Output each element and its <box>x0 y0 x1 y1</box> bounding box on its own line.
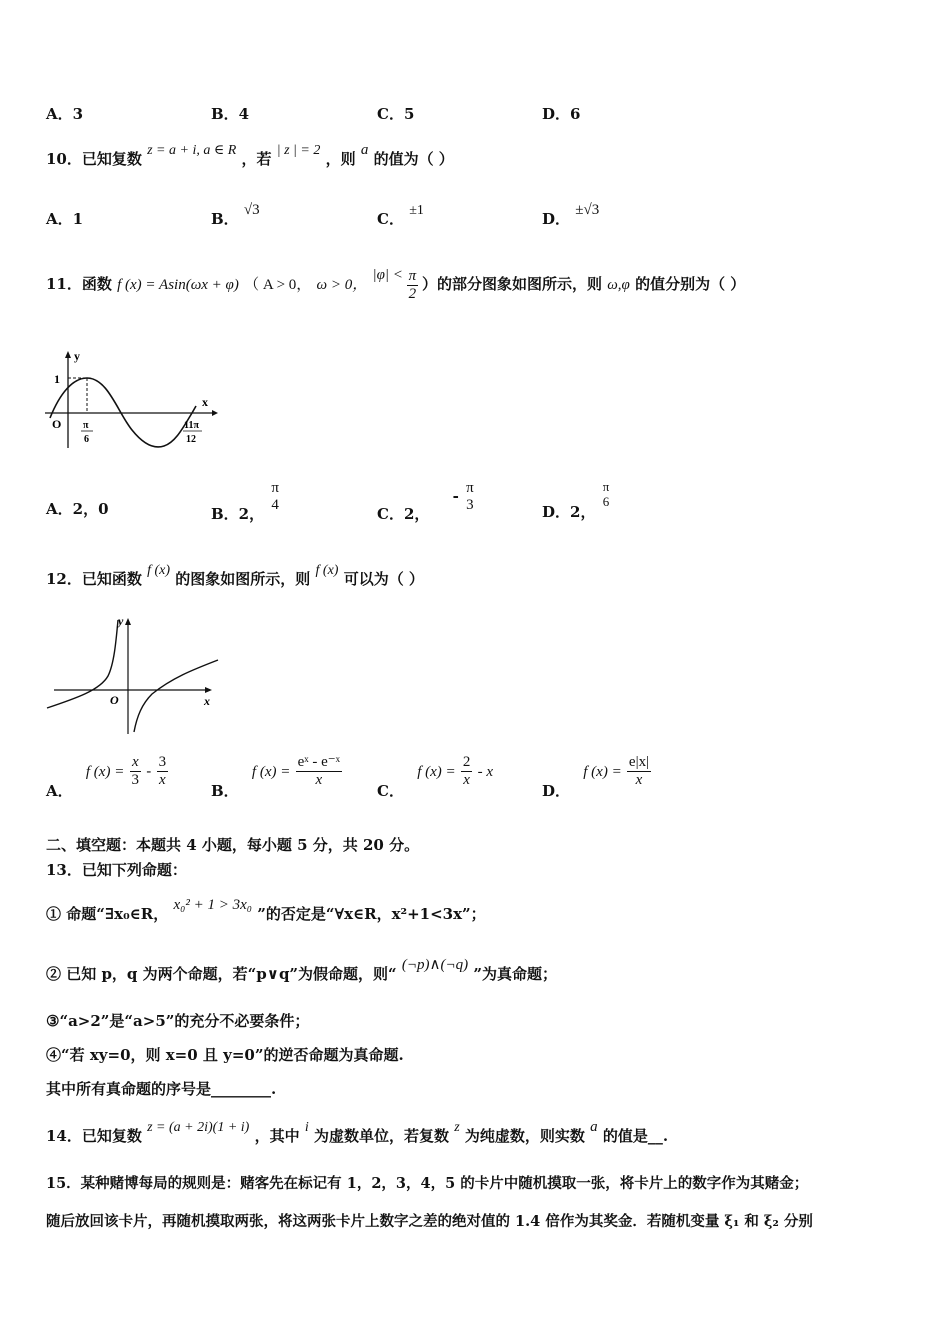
q10-option-a: A．1 <box>46 210 84 228</box>
q10-expr-z: z = a + i, a ∈ R <box>147 143 237 158</box>
q10-expr-modulus: | z | = 2 <box>276 143 321 158</box>
q10-number: 10．已知复数 <box>46 150 142 168</box>
q12-tail: 可以为（ ） <box>343 570 424 588</box>
q11-sine-graph <box>40 348 220 454</box>
q12-option-b-label: B． <box>211 781 239 800</box>
q11-tail-2: 的值分别为（ ） <box>635 275 746 294</box>
q11-option-d-num: π <box>602 479 610 494</box>
q13-proposition-3: ③“a>2”是“a>5”的充分不必要条件； <box>46 1012 310 1030</box>
q11-option-d-label: D．2， <box>542 502 596 521</box>
q11-cond-phi-fraction <box>407 268 419 304</box>
question-12 <box>46 563 424 589</box>
q12-option-a-lhs: f (x) = <box>85 763 125 780</box>
q12-left-branch <box>47 620 118 708</box>
q12-option-d-lhs: f (x) = <box>583 763 622 780</box>
q9-option-d: D．6 <box>542 105 581 123</box>
question-14 <box>46 1119 669 1146</box>
q10-tail: 的值为（ ） <box>373 150 454 168</box>
q12-number: 12．已知函数 <box>46 570 142 588</box>
q11-cond-phi <box>372 267 422 303</box>
q14-i: i <box>304 1120 309 1135</box>
q11-option-b <box>211 480 281 524</box>
q11-option-d <box>542 479 611 521</box>
q13-p1-text-b: ”的否定是“∀x∈R，x²+1<3x”； <box>257 905 486 923</box>
q12-option-d-frac <box>627 754 651 790</box>
q12-option-a-frac1-num: x <box>130 754 142 772</box>
q13-proposition-1 <box>46 897 486 924</box>
q12-f-2: f (x) <box>315 563 339 578</box>
question-10 <box>46 142 454 169</box>
q12-option-a-frac1-den: 3 <box>131 772 140 789</box>
q10-option-b-value: √3 <box>243 202 260 218</box>
q12-option-a-frac2-num: 3 <box>157 754 169 772</box>
q10-option-c-label: C． <box>377 210 404 228</box>
q11-option-b-den: 4 <box>271 497 279 514</box>
q13-p2-expr: (¬p)∧(¬q) <box>401 957 469 973</box>
q9-option-a: A．3 <box>46 105 84 123</box>
q14-mid-3: 为纯虚数，则实数 <box>464 1127 585 1145</box>
q12-option-c-num: 2 <box>461 754 473 772</box>
q14-mid-2: 为虚数单位，若复数 <box>313 1127 449 1145</box>
q13-p1-text-a: ① 命题“∃x₀∈R， <box>46 905 169 923</box>
q11-graph-tick2-den: 12 <box>186 434 196 445</box>
q10-option-d-label: D． <box>542 210 571 228</box>
q12-option-c <box>377 754 493 800</box>
q10-text: ，若 <box>241 150 272 168</box>
q11-x-arrow <box>212 410 218 416</box>
q11-option-d-den: 6 <box>602 493 610 509</box>
q14-mid-1: ，其中 <box>254 1127 300 1145</box>
q12-option-b-den: x <box>315 772 323 789</box>
q9-option-c: C．5 <box>377 105 415 123</box>
q11-y-arrow <box>65 351 71 358</box>
q12-option-c-tail: - x <box>477 763 493 780</box>
q10-option-d <box>542 202 600 229</box>
q12-y-arrow <box>125 618 131 625</box>
q11-graph-tick1-num: π <box>83 420 89 431</box>
q12-graph-origin: O <box>110 693 119 707</box>
q12-option-c-label: C． <box>377 781 404 800</box>
q10-option-b <box>211 202 260 229</box>
q10-var-a: a <box>360 142 369 158</box>
q11-option-c-fraction <box>464 480 476 515</box>
q14-expr: z = (a + 2i)(1 + i) <box>147 1120 250 1135</box>
q14-z: z <box>454 1120 460 1135</box>
q13-proposition-4: ④“若 xy=0，则 x=0 且 y=0”的逆否命题为真命题. <box>46 1046 404 1064</box>
q11-graph-one: 1 <box>54 372 60 386</box>
q11-number: 11．函数 <box>46 275 112 294</box>
q15-line-2: 随后放回该卡片，再随机摸取两张，将这两张卡片上数字之差的绝对值的 1.4 倍作为其奖金．若随机变量 ξ₁ 和 ξ₂ 分别 <box>46 1213 813 1230</box>
q12-option-d <box>542 754 651 800</box>
q13-proposition-2 <box>46 957 558 984</box>
q12-option-c-frac <box>461 754 473 790</box>
q12-graph-x-label: x <box>204 694 210 708</box>
q12-option-b-frac <box>296 754 342 790</box>
q11-cond-a: （ A > 0， <box>244 277 312 294</box>
q11-option-c <box>377 480 476 524</box>
q11-option-c-num: π <box>466 480 474 496</box>
q11-option-b-label: B．2， <box>211 505 265 524</box>
q10-option-c-value: ±1 <box>409 203 424 218</box>
q12-option-b-num: eˣ - e⁻ˣ <box>296 754 342 772</box>
q11-option-b-num: π <box>271 480 279 496</box>
q12-option-a-label: A． <box>46 781 73 800</box>
q12-option-b-lhs: f (x) = <box>251 763 291 780</box>
q13-p1-expr: x₀² + 1 > 3x₀ <box>173 897 252 913</box>
q11-graph-tick2-num: 11π <box>184 420 199 431</box>
q13-p2-text-b: ”为真命题； <box>473 965 558 983</box>
q11-option-c-sign: - <box>452 487 459 506</box>
q12-x-arrow <box>205 687 212 693</box>
q11-cond-omega: ω > 0， <box>316 277 368 294</box>
q14-number: 14．已知复数 <box>46 1127 142 1145</box>
q10-option-b-label: B． <box>211 210 239 228</box>
q11-graph-tick1-den: 6 <box>84 434 89 445</box>
q9-option-b: B．4 <box>211 105 250 123</box>
q11-function: f (x) = Asin(ωx + φ) <box>117 277 239 294</box>
q14-tail: 的值是__. <box>602 1127 669 1145</box>
q12-option-a <box>46 754 168 800</box>
q11-graph-origin: O <box>52 417 62 431</box>
q11-graph-y-label: y <box>74 349 80 363</box>
section-2-heading: 二、填空题：本题共 4 小题，每小题 5 分，共 20 分。 <box>46 836 420 854</box>
q11-option-c-den: 3 <box>466 497 474 514</box>
q12-option-a-frac2 <box>157 754 169 790</box>
q12-option-d-label: D． <box>542 781 571 800</box>
q11-option-b-fraction <box>269 480 281 515</box>
q11-cond-phi-den: 2 <box>408 286 417 303</box>
q11-option-c-label: C．2， <box>377 505 430 524</box>
q11-option-a: A．2，0 <box>46 500 109 518</box>
q11-tail-var: ω,φ <box>607 277 630 294</box>
q12-option-b <box>211 754 342 800</box>
q10-text-2: ，则 <box>325 150 356 168</box>
q12-option-a-minus: - <box>146 761 152 780</box>
q11-tail: ）的部分图象如图所示，则 <box>421 275 602 294</box>
q11-cond-phi-left: |φ| < <box>372 267 403 284</box>
q11-option-d-fraction <box>601 480 612 510</box>
q12-mid: 的图象如图所示，则 <box>175 570 311 588</box>
q11-cond-phi-num: π <box>407 268 419 286</box>
q12-option-c-den: x <box>463 772 470 789</box>
q12-option-d-num: e|x| <box>627 754 651 772</box>
q12-option-c-lhs: f (x) = <box>417 763 456 780</box>
q12-graph-y-label: y <box>118 614 124 628</box>
q14-a: a <box>590 1119 598 1135</box>
q12-option-d-den: x <box>635 772 643 789</box>
q10-option-d-value: ±√3 <box>575 202 600 218</box>
q12-option-a-frac2-den: x <box>159 772 166 789</box>
q13-ask: 其中所有真命题的序号是________. <box>46 1080 277 1098</box>
question-11 <box>46 268 745 304</box>
q12-hyperbola-graph <box>42 612 222 740</box>
q10-option-c <box>377 203 424 229</box>
q15-line-1: 15．某种赌博每局的规则是：赌客先在标记有 1，2，3，4，5 的卡片中随机摸取一张，将卡片上的数字作为其赌金； <box>46 1175 809 1192</box>
q13-heading: 13．已知下列命题： <box>46 861 187 879</box>
q12-f-1: f (x) <box>147 563 171 578</box>
q13-p2-text-a: ② 已知 p，q 为两个命题，若“p∨q”为假命题，则“ <box>46 965 397 983</box>
q11-graph-x-label: x <box>202 395 208 409</box>
q12-option-a-frac1 <box>130 754 142 790</box>
